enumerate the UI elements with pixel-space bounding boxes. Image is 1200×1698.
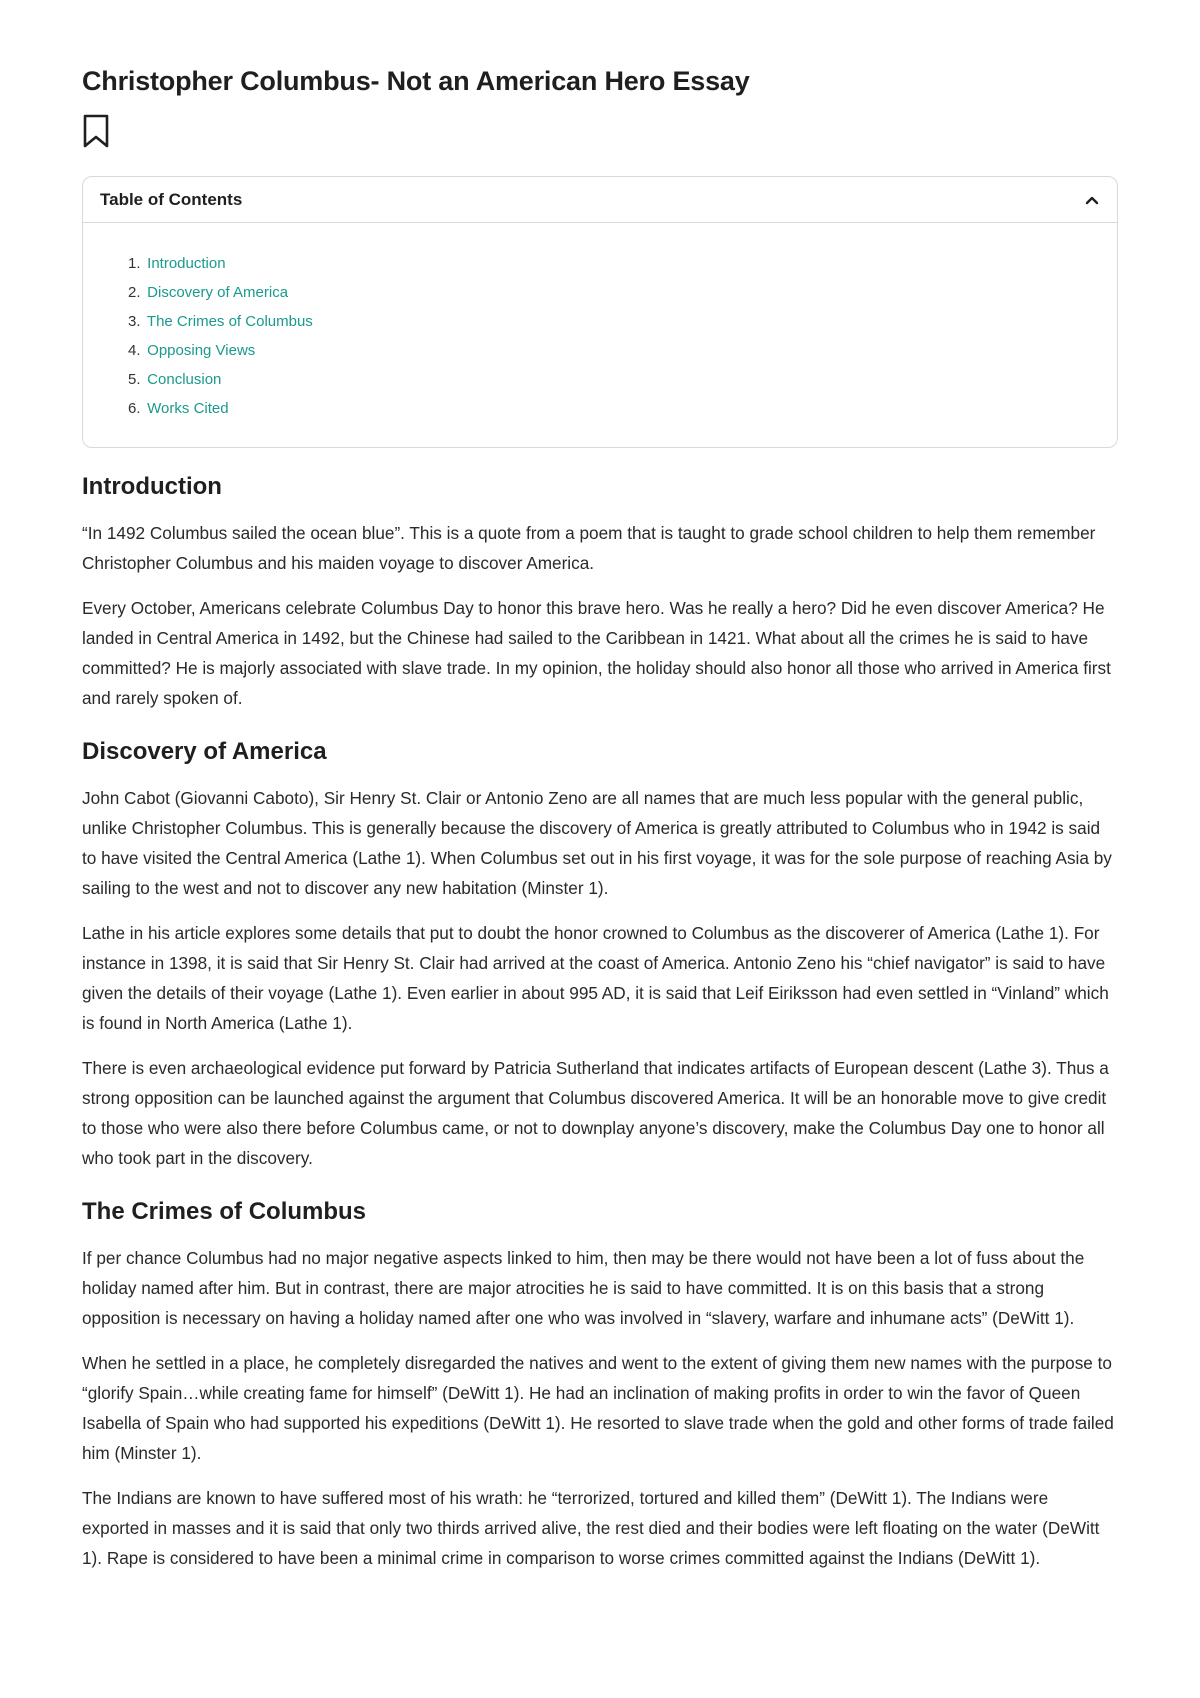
paragraph: “In 1492 Columbus sailed the ocean blue”. This is a quote from a poem that is taught to grade school children to help them remember Christopher Columbus and his maiden voyage to discover America. (82, 523, 1096, 573)
page-title: Christopher Columbus- Not an American Hero Essay (82, 66, 750, 96)
toc-title: Table of Contents (100, 189, 243, 209)
paragraph: Lathe in his article explores some details that put to doubt the honor crowned to Columbus as the discoverer of America (Lathe 1). For instance in 1398, it is said that Sir Henry St. Clair had arrived at the coast of America. Antonio Zeno his “chief navigator” is said to have given the details of their voyage (Lathe 1). Even earlier in about 995 AD, it is said that Leif Eiriksson had even settled in “Vinland” which is found in North America (Lathe 1). (82, 923, 1109, 1033)
toc-item (128, 249, 1117, 278)
chevron-up-icon[interactable] (1084, 192, 1100, 208)
section-heading: The Crimes of Columbus (82, 1198, 367, 1225)
toc-item-number: 3. (128, 313, 141, 330)
toc-link-works-cited[interactable]: Works Cited (147, 400, 229, 417)
toc-item (128, 394, 1117, 423)
paragraph: If per chance Columbus had no major negative aspects linked to him, then may be there would not have been a lot of fuss about the holiday named after him. But in contrast, there are major atrocities he is said to have committed. It is on this basis that a strong opposition is necessary on having a holiday named after one who was involved in “slavery, warfare and inhumane acts” (DeWitt 1). (82, 1248, 1085, 1328)
toc-item (128, 307, 1117, 336)
toc-link-conclusion[interactable]: Conclusion (147, 371, 222, 388)
toc-item-number: 6. (128, 400, 141, 417)
paragraph: When he settled in a place, he completely disregarded the natives and went to the extent of giving them new names with the purpose to “glorify Spain…while creating fame for himself” (DeWitt 1). He had an inclination of making profits in order to win the favor of Queen Isabella of Spain who had supported his expeditions (DeWitt 1). He resorted to slave trade when the gold and other forms of trade failed him (Minster 1). (82, 1353, 1114, 1463)
paragraph: The Indians are known to have suffered most of his wrath: he “terrorized, tortured and killed them” (DeWitt 1). The Indians were exported in masses and it is said that only two thirds arrived alive, the rest died and their bodies were left floating on the water (DeWitt 1). Rape is considered to have been a minimal crime in comparison to worse crimes committed against the Indians (DeWitt 1). (82, 1488, 1100, 1568)
paragraph: John Cabot (Giovanni Caboto), Sir Henry St. Clair or Antonio Zeno are all names that are much less popular with the general public, unlike Christopher Columbus. This is generally because the discovery of America is greatly attributed to Columbus who in 1942 is said to have visited the Central America (Lathe 1). When Columbus set out in his first voyage, it was for the sole purpose of reaching Asia by sailing to the west and not to discover any new habitation (Minster 1). (82, 788, 1112, 898)
toc-item-number: 1. (128, 255, 141, 272)
section-discovery (82, 735, 1118, 1173)
paragraph: Every October, Americans celebrate Columbus Day to honor this brave hero. Was he really a hero? Did he even discover America? He landed in Central America in 1492, but the Chinese had sailed to the Caribbean in 1421. What about all the crimes he is said to have committed? He is majorly associated with slave trade. In my opinion, the holiday should also honor all those who arrived in America first and rarely spoken of. (82, 598, 1111, 708)
toc-item (128, 278, 1117, 307)
section-introduction (82, 470, 1118, 713)
toc-toggle[interactable] (83, 177, 1117, 223)
toc-item (128, 336, 1117, 365)
toc-item-number: 2. (128, 284, 141, 301)
table-of-contents (82, 176, 1118, 448)
toc-link-discovery[interactable]: Discovery of America (147, 284, 289, 301)
section-heading: Discovery of America (82, 738, 327, 765)
toc-list (83, 223, 1117, 447)
toc-link-opposing-views[interactable]: Opposing Views (147, 342, 256, 359)
section-crimes (82, 1195, 1118, 1573)
toc-item-number: 4. (128, 342, 141, 359)
section-heading: Introduction (82, 473, 222, 500)
toc-link-crimes[interactable]: The Crimes of Columbus (146, 313, 313, 330)
toc-item-number: 5. (128, 371, 141, 388)
bookmark-icon[interactable] (82, 114, 110, 148)
paragraph: There is even archaeological evidence put forward by Patricia Sutherland that indicates artifacts of European descent (Lathe 3). Thus a strong opposition can be launched against the argument that Columbus discovered America. It will be an honorable move to give credit to those who were also there before Columbus came, or not to downplay anyone’s discovery, make the Columbus Day one to honor all who took part in the discovery. (82, 1058, 1109, 1168)
toc-item (128, 365, 1117, 394)
toc-link-introduction[interactable]: Introduction (147, 255, 226, 272)
